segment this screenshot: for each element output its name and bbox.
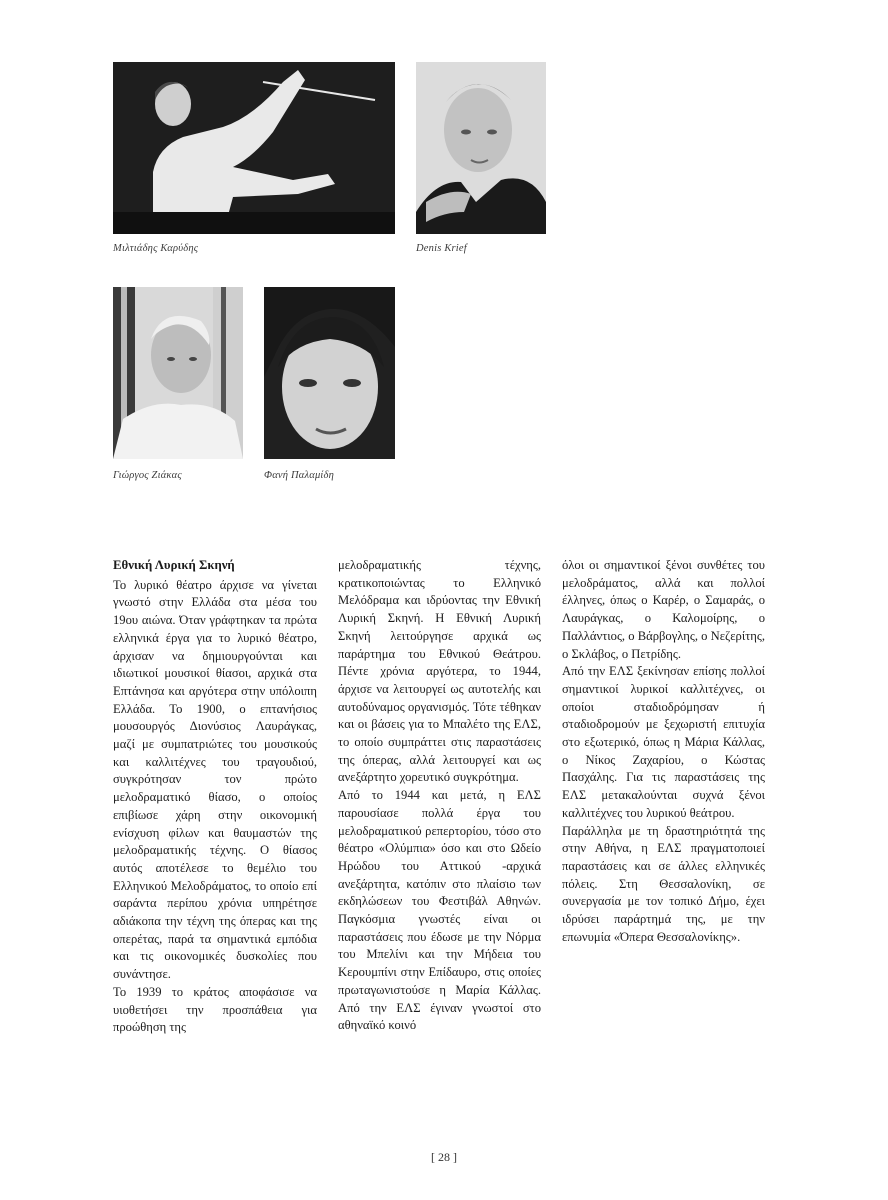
paragraph: όλοι οι σημαντικοί ξένοι συνθέτες του μελοδράματος, αλλά και πολλοί έλληνες, όπως ο Καρέρ, ο Σαμαράς, ο Λαυράγκας, ο Καλομοίρης, ο Παλλάντιος, ο Βάρβογλης, ο Νεζερίτης, ο Σκλάβος, ο Πετρίδης. <box>562 558 765 661</box>
article-column-2 <box>338 557 541 1035</box>
paragraph: Από την ΕΛΣ ξεκίνησαν επίσης πολλοί σημαντικοί λυρικοί καλλιτέχνες, οι οποίοι σταδιοδρόμησαν ή σταδιοδρομούν με ξεχωριστή επιτυχία στο εξωτερικό, όπως η Μάρια Κάλλας, ο Νίκος Ζαχαρίου, ο Κώστας Πασχάλης. Για τις παραστάσεις της ΕΛΣ μετακαλούνται συχνά ξένοι καλλιτέχνες του λυρικού θεάτρου. <box>562 664 765 820</box>
photo-fani-palamidi <box>264 287 395 459</box>
caption-krief: Denis Krief <box>416 243 467 254</box>
paragraph: Παράλληλα με τη δραστηριότητά της στην Αθήνα, η ΕΛΣ πραγματοποιεί παραστάσεις και σε άλλες ελληνικές πόλεις. Στη Θεσσαλονίκη, σε συνεργασία με τον τοπικό Δήμο, έχει ιδρύσει παράρτημά της, με την επωνυμία «Όπερα Θεσσαλονίκης». <box>562 823 765 944</box>
paragraph: Το 1939 το κράτος αποφάσισε να υιοθετήσει την προσπάθεια για προώθηση της <box>113 984 317 1035</box>
paragraph: Το λυρικό θέατρο άρχισε να γίνεται γνωστό στην Ελλάδα στα μέσα του 19ου αιώνα. Όταν γράφτηκαν τα πρώτα ελληνικά έργα για το λυρικό θέατρο, άρχισαν να δημιουργούνται και ιδιωτικοί μουσικοί θίασοι, αρχικά στα Επτάνησα και αργότερα στην υπόλοιπη Ελλάδα. Το 1900, ο επτανήσιος μουσουργός Διονύσιος Λαυράγκας, μαζί με συμπατριώτες του μουσικούς και καλλιτέχνες του τραγουδιού, συγκρότησαν τον πρώτο μελοδραματικό θίασο, ο οποίος επιβίωσε χάρη στην οικονομική ενίσχυση φίλων και θαυμαστών της μελοδραματικής τέχνης. Ο θίασος αυτός αποτέλεσε το θεμέλιο του Ελληνικού Μελοδράματος, το οποίο επί σαράντα περίπου χρόνια υπηρέτησε αδιάκοπα την τέχνη της όπερας και της οπερέτας, παρά τα σημαντικά εμπόδια και τις οικονομικές δυσκολίες που συνάντησε. <box>113 577 317 982</box>
photo-giorgos-ziakas <box>113 287 243 459</box>
page-number: [ 28 ] <box>431 1150 457 1164</box>
paragraph: μελοδραματικής τέχνης, κρατικοποιώντας το Ελληνικό Μελόδραμα και ιδρύοντας την Εθνική Λυρική Σκηνή. Η Εθνική Λυρική Σκηνή λειτούργησε αρχικά ως παράρτημα του Εθνικού Θεάτρου. Πέντε χρόνια αργότερα, το 1944, άρχισε να λειτουργεί ως αυτοτελής και αυτοδύναμος οργανισμός. Τότε τέθηκαν και οι βάσεις για το Μπαλέτο της ΕΛΣ, το οποίο συμπράττει στις παραστάσεις της όπερας, αλλά λειτουργεί και ως ανεξάρτητο χορευτικό συγκρότημα. <box>338 558 541 785</box>
photo-miltiadis-karydis <box>113 62 395 234</box>
caption-ziakas: Γιώργος Ζιάκας <box>113 470 182 481</box>
caption-karydis: Μιλτιάδης Καρύδης <box>113 243 199 254</box>
caption-palamidi: Φανή Παλαμίδη <box>264 470 335 481</box>
paragraph: Από το 1944 και μετά, η ΕΛΣ παρουσίασε πολλά έργα του μελοδραματικού ρεπερτορίου, τόσο στο θέατρο «Ολύμπια» όσο και στο Ωδείο Ηρώδου του Αττικού -αρχικά ανεξάρτητα, κατόπιν στο πλαίσιο των εκδηλώσεων του Φεστιβάλ Αθηνών. Παγκόσμια γνωστές είναι οι παραστάσεις που έδωσε με την Νόρμα του Μπελίνι και την Μήδεια του Κερουμπίνι στην Επίδαυρο, στις οποίες πρωταγωνιστούσε η Μαρία Κάλλας. Από την ΕΛΣ έγιναν γνωστοί στο αθηναϊκό κοινό <box>338 788 541 1033</box>
article-title: Εθνική Λυρική Σκηνή <box>113 558 235 572</box>
photo-denis-krief <box>416 62 546 234</box>
article-column-1 <box>113 557 317 1037</box>
article-column-3 <box>562 557 765 946</box>
